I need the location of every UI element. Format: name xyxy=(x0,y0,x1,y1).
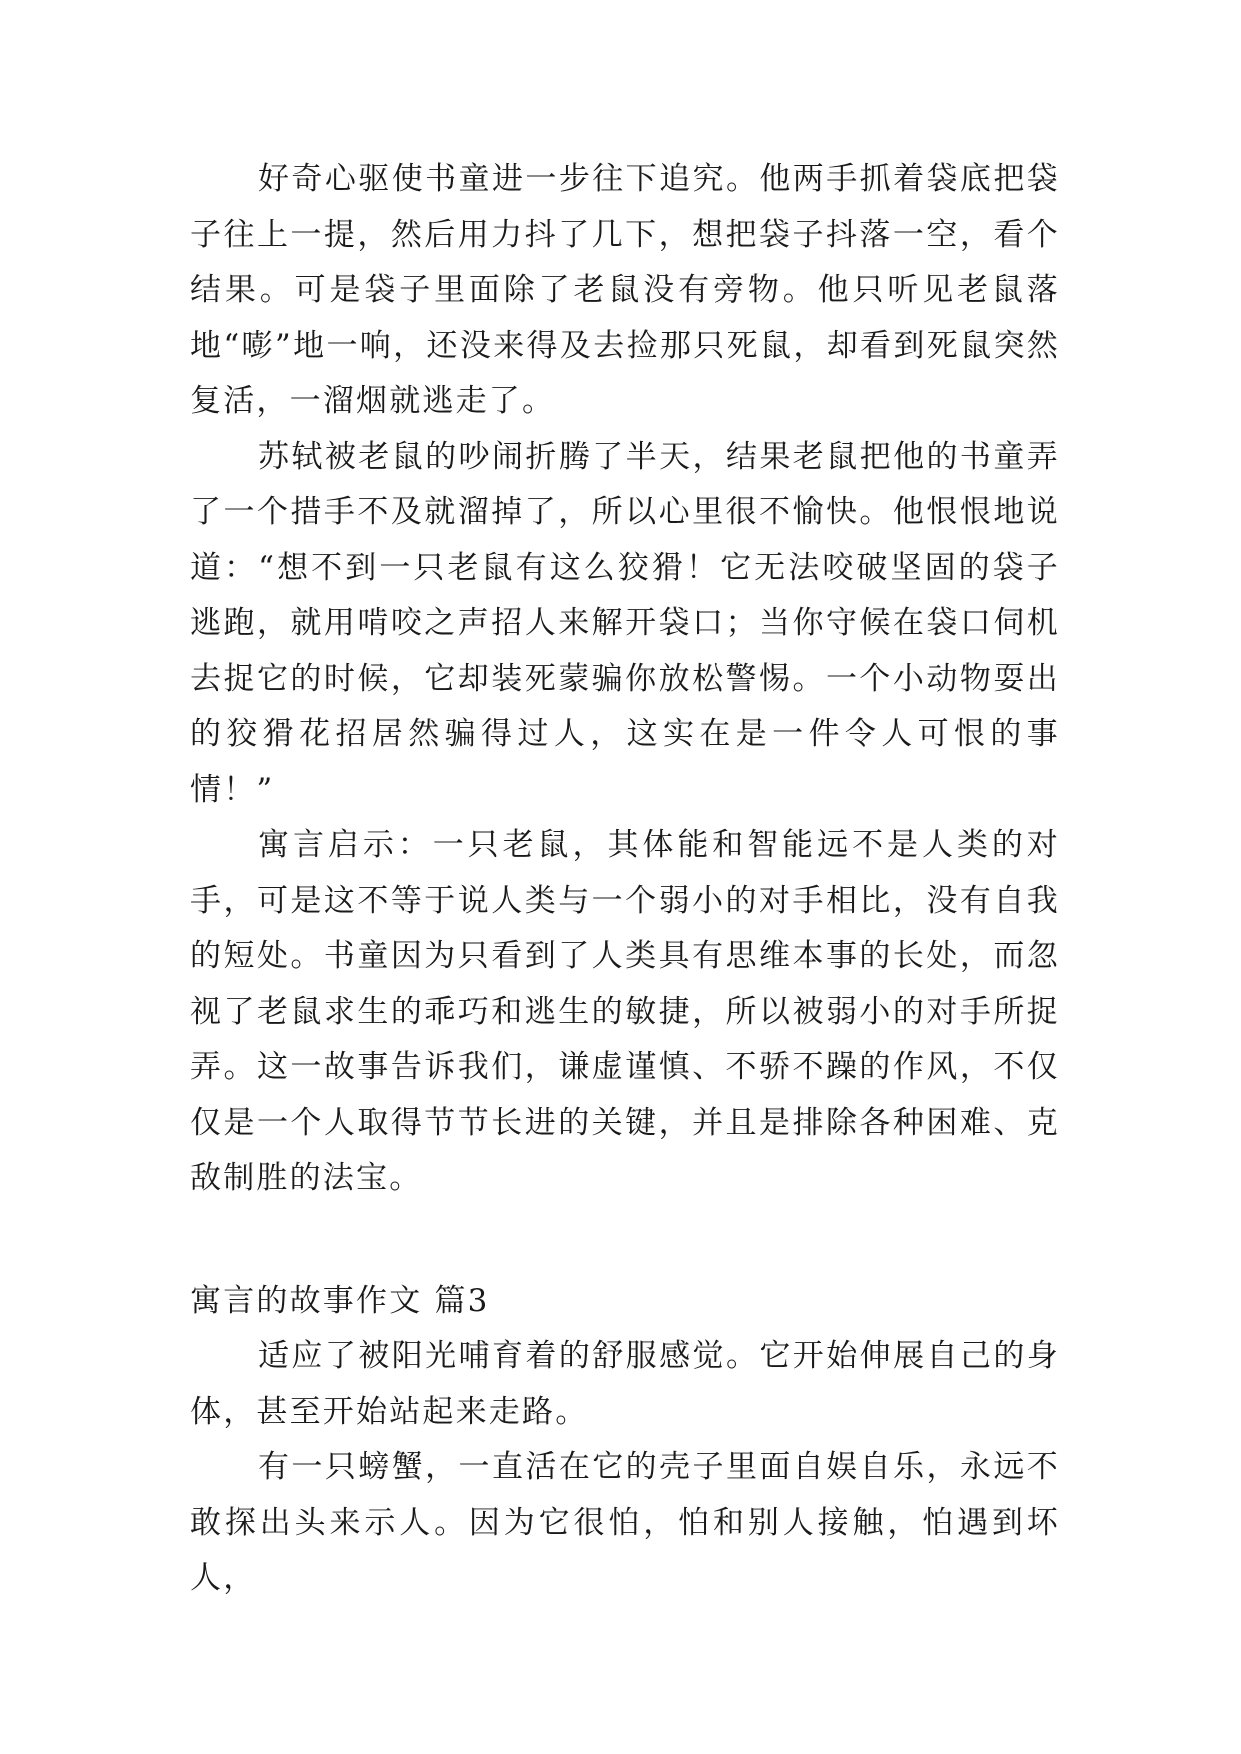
paragraph-su-shi-complains: 苏轼被老鼠的吵闹折腾了半天，结果老鼠把他的书童弄了一个措手不及就溜掉了，所以心里很不愉快。他恨恨地说道：“想不到一只老鼠有这么狡猾！它无法咬破坚固的袋子逃跑，就用啃咬之声招人来解开袋口；当你守候在袋口伺机去捉它的时候，它却装死蒙骗你放松警惕。一个小动物耍出的狡猾花招居然骗得过人，这实在是一件令人可恨的事情！” xyxy=(190,438,1060,808)
paragraph-sunlight: 适应了被阳光哺育着的舒服感觉。它开始伸展自己的身体，甚至开始站起来走路。 xyxy=(190,1338,1060,1430)
paragraph-crab: 有一只螃蟹，一直活在它的壳子里面自娱自乐，永远不敢探出头来示人。因为它很怕，怕和别人接触，怕遇到坏人， xyxy=(190,1449,1060,1596)
paragraph-fable-moral: 寓言启示：一只老鼠，其体能和智能远不是人类的对手，可是这不等于说人类与一个弱小的对手相比，没有自我的短处。书童因为只看到了人类具有思维本事的长处，而忽视了老鼠求生的乖巧和逃生的敏捷，所以被弱小的对手所捉弄。这一故事告诉我们，谦虚谨慎、不骄不躁的作风，不仅仅是一个人取得节节长进的关键，并且是排除各种困难、克敌制胜的法宝。 xyxy=(190,827,1060,1196)
section-heading: 寓言的故事作文 篇3 xyxy=(190,1282,490,1319)
document-body xyxy=(190,152,1060,1607)
paragraph-book-boy-shakes-bag: 好奇心驱使书童进一步往下追究。他两手抓着袋底把袋子往上一提，然后用力抖了几下，想把袋子抖落一空，看个结果。可是袋子里面除了老鼠没有旁物。他只听见老鼠落地“嘭”地一响，还没来得及去捡那只死鼠，却看到死鼠突然复活，一溜烟就逃走了。 xyxy=(190,161,1060,419)
section-spacer xyxy=(190,1207,1060,1274)
